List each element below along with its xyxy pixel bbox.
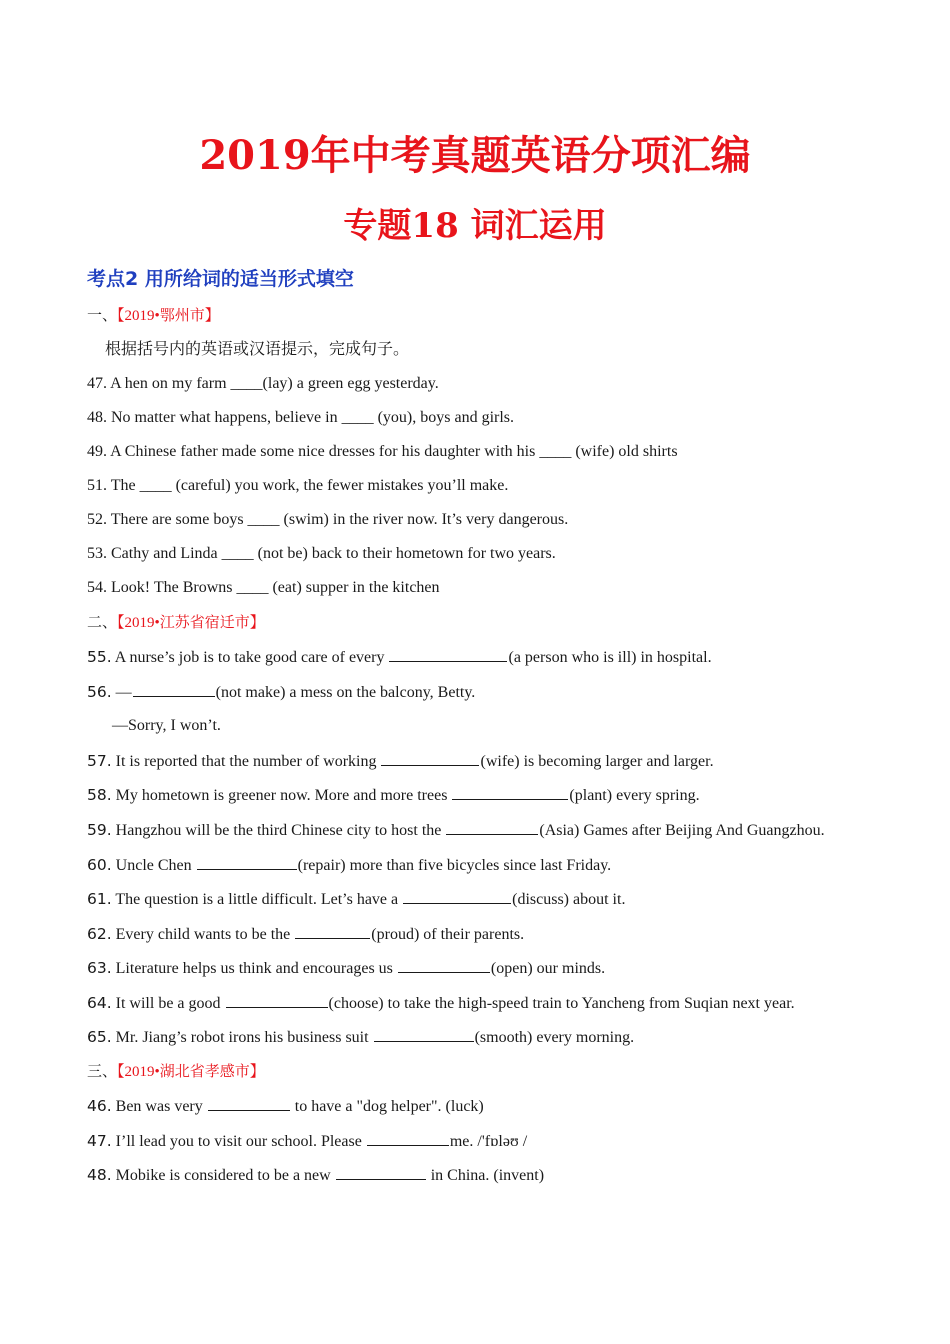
question-text: My hometown is greener now. More and more trees [115,787,452,804]
question-line [87,924,524,945]
question-hint: (plant) every spring. [569,787,700,804]
group-3-source [87,1062,265,1082]
answer-blank[interactable] [367,1131,449,1146]
source-label: 【2019•鄂州市】 [117,308,220,324]
answer-blank[interactable] [446,820,538,835]
question-line [87,820,825,841]
question-line [87,958,605,979]
question-text: Mobike is considered to be a new [115,1167,335,1184]
question-text: Mr. Jiang’s robot irons his business suit [115,1029,373,1046]
question-number: 65. [87,1028,112,1046]
question-number: 64. [87,994,112,1012]
answer-blank[interactable] [374,1027,474,1042]
question-text: Hangzhou will be the third Chinese city to host the [115,822,446,839]
question-line [87,993,795,1014]
group-2-source [87,613,265,633]
question-number: 56. [87,683,112,701]
question-line: 48. No matter what happens, believe in ____ (you), boys and girls. [87,409,515,426]
section-heading: 考点2 用所给词的适当形式填空 [87,268,354,290]
question-line [87,1096,484,1117]
source-label: 【2019•湖北省孝感市】 [117,1064,265,1080]
question-hint: (wife) is becoming larger and larger. [480,753,714,770]
answer-blank[interactable] [226,993,328,1008]
question-text: Ben was very [115,1098,207,1115]
answer-blank[interactable] [452,785,568,800]
question-line [87,751,714,772]
question-line [87,682,475,703]
group-index: 二、 [87,615,118,631]
question-hint: (a person who is ill) in hospital. [508,649,712,666]
question-hint: to have a "dog helper". (luck) [290,1098,484,1115]
answer-blank[interactable] [398,958,490,973]
question-line [87,1165,544,1186]
question-number: 46. [87,1097,112,1115]
question-hint: (discuss) about it. [512,891,626,908]
answer-blank[interactable] [336,1165,426,1180]
answer-blank[interactable] [208,1096,290,1111]
question-line [87,647,712,668]
question-number: 62. [87,925,112,943]
question-number: 59. [87,821,112,839]
group-index: 三、 [87,1064,118,1080]
answer-blank[interactable] [133,682,215,697]
question-hint: (open) our minds. [490,960,606,977]
question-text: Uncle Chen [115,857,196,874]
group-index: 一、 [87,308,118,324]
question-line: 49. A Chinese father made some nice dresses for his daughter with his ____ (wife) old shirts [87,443,678,460]
question-text: Every child wants to be the [115,926,295,943]
question-hint: (proud) of their parents. [371,926,525,943]
question-text: I’ll lead you to visit our school. Please [115,1133,366,1150]
question-hint: (not make) a mess on the balcony, Betty. [215,684,476,701]
answer-blank[interactable] [295,924,370,939]
question-line [87,1027,634,1048]
answer-blank[interactable] [381,751,479,766]
question-hint: (Asia) Games after Beijing And Guangzhou. [539,822,825,839]
question-hint: (smooth) every morning. [474,1029,635,1046]
group-1-instruction: 根据括号内的英语或汉语提示，完成句子。 [105,341,410,358]
question-line: 51. The ____ (careful) you work, the fewer mistakes you’ll make. [87,477,509,494]
question-line: 52. There are some boys ____ (swim) in the river now. It’s very dangerous. [87,511,569,528]
question-line: 54. Look! The Browns ____ (eat) supper in the kitchen [87,579,440,596]
question-line: 53. Cathy and Linda ____ (not be) back to their hometown for two years. [87,545,556,562]
question-number: 63. [87,959,112,977]
answer-blank[interactable] [389,647,507,662]
question-number: 58. [87,786,112,804]
question-text: It will be a good [115,995,225,1012]
question-number: 61. [87,890,112,908]
question-number: 55. [87,648,112,666]
question-text: — [115,684,132,701]
question-line [87,855,611,876]
reply-line: —Sorry, I won’t. [112,717,221,734]
question-number: 48. [87,1166,112,1184]
question-number: 60. [87,856,112,874]
question-line [87,785,700,806]
page-title: 2019年中考真题英语分项汇编 [199,132,751,179]
question-number: 57. [87,752,112,770]
question-number: 47. [87,1132,112,1150]
question-hint: me. /'fɒləʊ / [449,1133,528,1150]
question-line [87,1131,527,1152]
question-line [87,889,625,910]
question-text: Literature helps us think and encourages us [115,960,397,977]
question-hint: in China. (invent) [426,1167,545,1184]
question-hint: (choose) to take the high-speed train to Yancheng from Suqian next year. [328,995,795,1012]
question-text: It is reported that the number of working [115,753,381,770]
question-text: The question is a little difficult. Let’s have a [115,891,403,908]
source-label: 【2019•江苏省宿迁市】 [117,615,265,631]
answer-blank[interactable] [197,855,297,870]
page-subtitle: 专题18 词汇运用 [343,206,607,246]
question-hint: (repair) more than five bicycles since last Friday. [297,857,612,874]
answer-blank[interactable] [403,889,511,904]
question-line: 47. A hen on my farm ____(lay) a green egg yesterday. [87,375,439,392]
group-1-source [87,306,220,326]
question-text: A nurse’s job is to take good care of every [114,649,389,666]
